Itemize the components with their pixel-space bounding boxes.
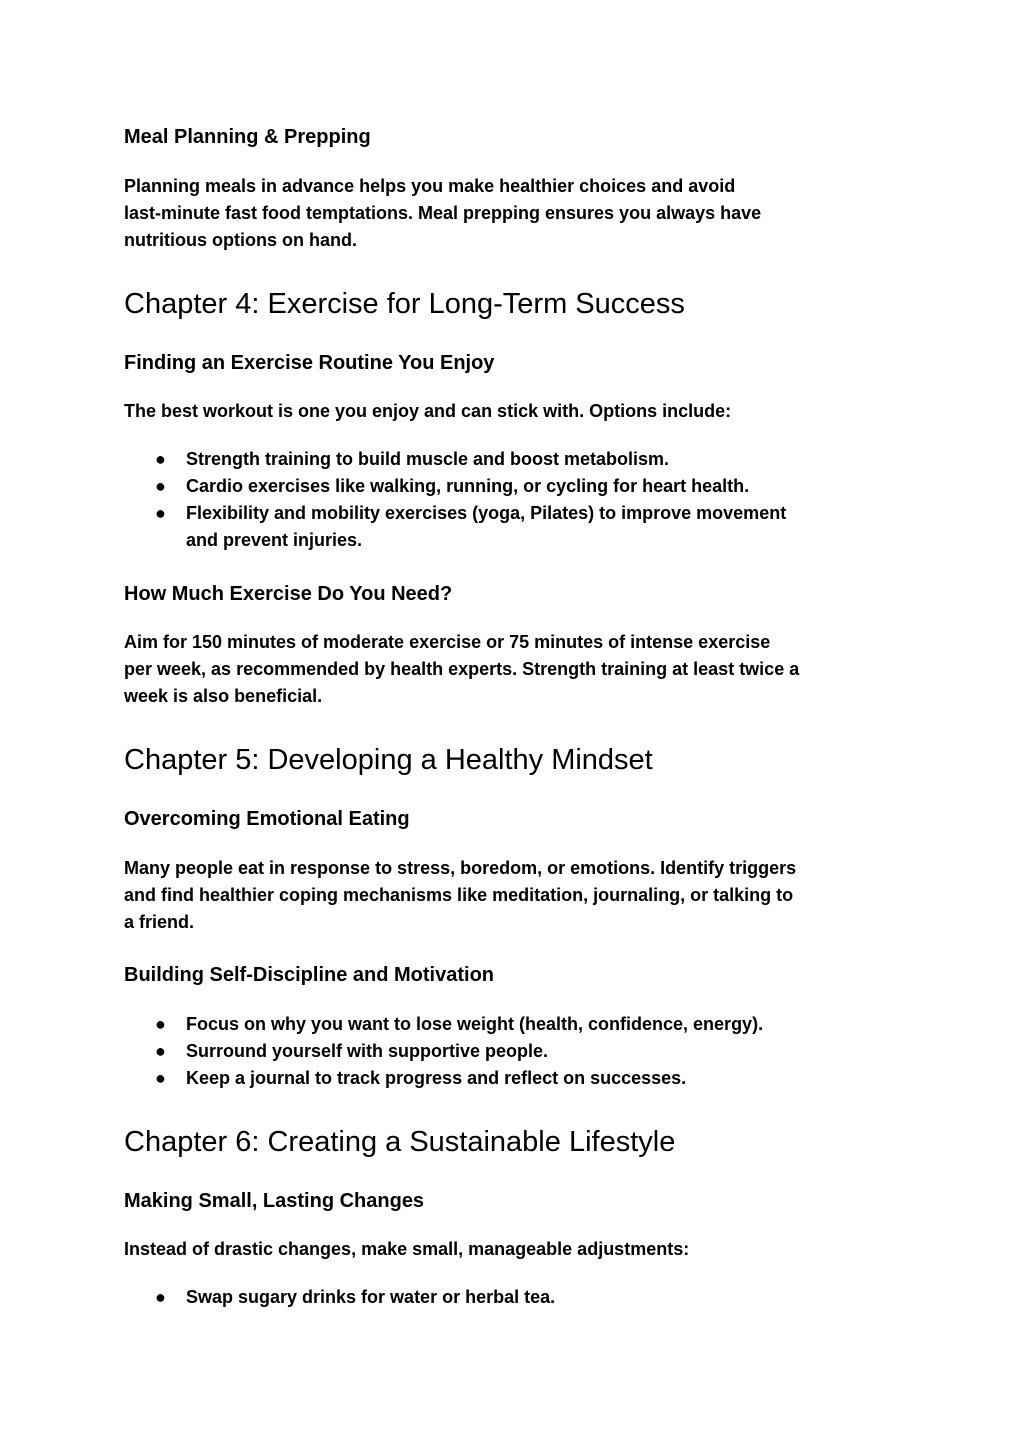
list-item — [124, 446, 786, 473]
list-item — [124, 1065, 763, 1092]
text-line: Many people eat in response to stress, boredom, or emotions. Identify triggers — [124, 858, 797, 878]
bullet-icon: ● — [155, 476, 166, 496]
bullet-icon: ● — [155, 1068, 166, 1088]
bullet-icon: ● — [155, 503, 166, 523]
section-heading-how-much-exercise: How Much Exercise Do You Need? — [124, 583, 453, 605]
text-line: a friend. — [124, 912, 195, 932]
bullet-list-adjustments — [124, 1284, 555, 1311]
list-item-text: Cardio exercises like walking, running, or cycling for heart health. — [186, 476, 750, 496]
list-item — [124, 1284, 555, 1311]
list-item-text: Strength training to build muscle and boost metabolism. — [186, 449, 670, 469]
text-line: and find healthier coping mechanisms like meditation, journaling, or talking to — [124, 885, 794, 905]
section-heading-exercise-routine: Finding an Exercise Routine You Enjoy — [124, 352, 495, 374]
list-item-text: Keep a journal to track progress and reflect on successes. — [186, 1068, 687, 1088]
bullet-icon: ● — [155, 1041, 166, 1061]
paragraph-exercise-routine — [124, 398, 731, 425]
list-item — [124, 1011, 763, 1038]
chapter-title-6: Chapter 6: Creating a Sustainable Lifestyle — [124, 1126, 676, 1158]
bullet-icon: ● — [155, 449, 166, 469]
section-heading-small-changes: Making Small, Lasting Changes — [124, 1190, 425, 1212]
section-heading-meal-planning: Meal Planning & Prepping — [124, 126, 371, 148]
bullet-list-exercise-options — [124, 446, 786, 554]
text-line: last-minute fast food temptations. Meal prepping ensures you always have — [124, 203, 762, 223]
paragraph-small-changes — [124, 1236, 689, 1263]
paragraph-emotional-eating — [124, 855, 796, 936]
list-item-text: and prevent injuries. — [186, 530, 363, 550]
paragraph-how-much-exercise — [124, 629, 799, 710]
text-line: nutritious options on hand. — [124, 230, 357, 250]
paragraph-meal-planning — [124, 173, 761, 254]
text-line: The best workout is one you enjoy and can stick with. Options include: — [124, 401, 732, 421]
chapter-title-5: Chapter 5: Developing a Healthy Mindset — [124, 744, 653, 776]
list-item — [124, 473, 786, 500]
bullet-icon: ● — [155, 1287, 166, 1307]
chapter-title-4: Chapter 4: Exercise for Long-Term Success — [124, 288, 685, 320]
text-line: Aim for 150 minutes of moderate exercise or 75 minutes of intense exercise — [124, 632, 771, 652]
section-heading-emotional-eating: Overcoming Emotional Eating — [124, 808, 410, 830]
list-item-text: Swap sugary drinks for water or herbal tea. — [186, 1287, 556, 1307]
list-item — [124, 1038, 763, 1065]
text-line: week is also beneficial. — [124, 686, 323, 706]
list-item-text: Flexibility and mobility exercises (yoga, Pilates) to improve movement — [186, 503, 787, 523]
list-item — [124, 500, 786, 554]
bullet-icon: ● — [155, 1014, 166, 1034]
text-line: Planning meals in advance helps you make healthier choices and avoid — [124, 176, 736, 196]
section-heading-self-discipline: Building Self-Discipline and Motivation — [124, 964, 495, 986]
text-line: per week, as recommended by health experts. Strength training at least twice a — [124, 659, 800, 679]
list-item-text: Focus on why you want to lose weight (health, confidence, energy). — [186, 1014, 764, 1034]
list-item-text: Surround yourself with supportive people. — [186, 1041, 549, 1061]
text-line: Instead of drastic changes, make small, manageable adjustments: — [124, 1239, 690, 1259]
bullet-list-motivation — [124, 1011, 763, 1092]
